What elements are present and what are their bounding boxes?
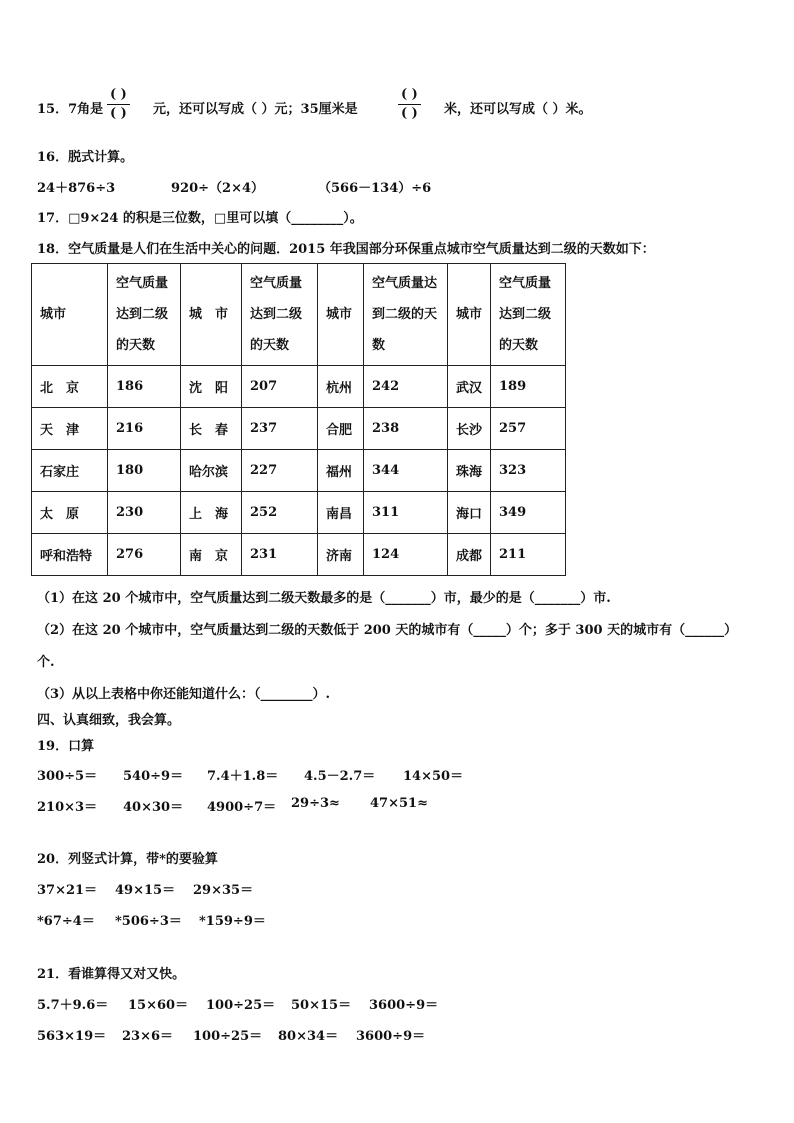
q20-problem: *67÷4＝ xyxy=(37,914,95,929)
table-cell: 武汉 xyxy=(448,366,491,408)
q18-title: 18．空气质量是人们在生活中关心的问题．2015 年我国部分环保重点城市空气质量达到二级的天数如下： xyxy=(37,242,655,257)
header-days-2: 空气质量 达到二级 的天数 xyxy=(242,264,318,366)
q21-problem: 100÷25＝ xyxy=(193,1029,263,1044)
table-cell: 180 xyxy=(108,450,181,492)
q15-fraction-1 xyxy=(107,86,130,123)
q21-problem: 15×60＝ xyxy=(128,998,189,1013)
q21-title: 21．看谁算得又对又快。 xyxy=(37,967,186,982)
air-quality-table xyxy=(31,263,566,576)
table-cell: 长 春 xyxy=(181,408,242,450)
table-cell: 216 xyxy=(108,408,181,450)
table-header-row xyxy=(32,264,566,366)
q15-fraction-2-denominator: ( ) xyxy=(401,106,418,121)
table-cell: 哈尔滨 xyxy=(181,450,242,492)
table-cell: 杭州 xyxy=(318,366,364,408)
table-cell: 349 xyxy=(491,492,566,534)
table-cell: 189 xyxy=(491,366,566,408)
q21-problem: 563×19＝ xyxy=(37,1029,107,1044)
table-row xyxy=(32,450,566,492)
q19-problem: 7.4＋1.8＝ xyxy=(207,769,279,784)
table-cell: 323 xyxy=(491,450,566,492)
q18-subquestion-3: （3）从以上表格中你还能知道什么：（________）. xyxy=(37,687,331,702)
table-cell: 太 原 xyxy=(32,492,108,534)
q19-problem: 14×50＝ xyxy=(403,769,464,784)
header-days-3: 空气质量达 到二级的天 数 xyxy=(364,264,448,366)
table-cell: 合肥 xyxy=(318,408,364,450)
table-cell: 124 xyxy=(364,534,448,576)
table-cell: 珠海 xyxy=(448,450,491,492)
q21-problem: 23×6＝ xyxy=(122,1029,174,1044)
q19-problem: 40×30＝ xyxy=(123,800,184,815)
table-cell: 311 xyxy=(364,492,448,534)
q16-expression-3: （566－134）÷6 xyxy=(318,181,432,196)
q19-problem: 4.5－2.7＝ xyxy=(304,769,376,784)
table-cell: 344 xyxy=(364,450,448,492)
table-cell: 257 xyxy=(491,408,566,450)
q15-fraction-1-denominator: ( ) xyxy=(110,106,127,121)
table-cell: 252 xyxy=(242,492,318,534)
header-city-4: 城市 xyxy=(448,264,491,366)
q21-problem: 80×34＝ xyxy=(278,1029,339,1044)
header-city-1: 城市 xyxy=(32,264,108,366)
q16-expression-2: 920÷（2×4） xyxy=(171,181,265,196)
table-cell: 227 xyxy=(242,450,318,492)
table-cell: 186 xyxy=(108,366,181,408)
q20-problem: 37×21＝ xyxy=(37,883,98,898)
table-cell: 238 xyxy=(364,408,448,450)
table-cell: 上 海 xyxy=(181,492,242,534)
table-cell: 207 xyxy=(242,366,318,408)
q20-title: 20．列竖式计算，带*的要验算 xyxy=(37,852,218,867)
q16-title: 16．脱式计算。 xyxy=(37,150,134,165)
q19-title: 19．口算 xyxy=(37,739,95,754)
q19-problem: 300÷5＝ xyxy=(37,769,98,784)
q20-problem: *159÷9＝ xyxy=(199,914,266,929)
table-cell: 沈 阳 xyxy=(181,366,242,408)
q18-subquestion-2-continued: 个. xyxy=(37,655,55,670)
table-cell: 276 xyxy=(108,534,181,576)
table-row xyxy=(32,492,566,534)
table-cell: 南昌 xyxy=(318,492,364,534)
q21-problem: 5.7＋9.6＝ xyxy=(37,998,109,1013)
table-cell: 天 津 xyxy=(32,408,108,450)
q19-problem: 540÷9＝ xyxy=(123,769,184,784)
header-days-1: 空气质量 达到二级 的天数 xyxy=(108,264,181,366)
table-cell: 242 xyxy=(364,366,448,408)
section-heading: 四、认真细致，我会算。 xyxy=(37,713,181,728)
header-city-2: 城 市 xyxy=(181,264,242,366)
table-cell: 福州 xyxy=(318,450,364,492)
q18-subquestion-1: （1）在这 20 个城市中，空气质量达到二级天数最多的是（_______）市，最少的是（_______）市. xyxy=(37,591,611,606)
table-row xyxy=(32,366,566,408)
q21-problem: 3600÷9＝ xyxy=(356,1029,426,1044)
table-row xyxy=(32,408,566,450)
table-cell: 230 xyxy=(108,492,181,534)
q20-problem: 49×15＝ xyxy=(115,883,176,898)
q15-fraction-1-numerator: ( ) xyxy=(107,86,130,105)
q19-problem: 47×51≈ xyxy=(370,796,428,811)
header-city-3: 城市 xyxy=(318,264,364,366)
q16-expression-1: 24＋876÷3 xyxy=(37,181,116,196)
table-cell: 长沙 xyxy=(448,408,491,450)
table-cell: 231 xyxy=(242,534,318,576)
table-cell: 海口 xyxy=(448,492,491,534)
table-cell: 济南 xyxy=(318,534,364,576)
table-row xyxy=(32,534,566,576)
q19-problem: 210×3＝ xyxy=(37,800,98,815)
header-days-4: 空气质量 达到二级 的天数 xyxy=(491,264,566,366)
q21-problem: 3600÷9＝ xyxy=(369,998,439,1013)
q20-problem: 29×35＝ xyxy=(193,883,254,898)
q15-suffix-text: 米，还可以写成（ ）米。 xyxy=(444,102,592,117)
q19-problem: 4900÷7＝ xyxy=(207,800,277,815)
table-cell: 211 xyxy=(491,534,566,576)
q15-fraction-2 xyxy=(398,86,421,123)
q21-problem: 100÷25＝ xyxy=(206,998,276,1013)
q15-prefix: 15．7角是 xyxy=(37,102,104,117)
table-cell: 呼和浩特 xyxy=(32,534,108,576)
table-cell: 石家庄 xyxy=(32,450,108,492)
q15-middle-text: 元，还可以写成（ ）元；35厘米是 xyxy=(153,102,358,117)
q15-fraction-2-numerator: ( ) xyxy=(398,86,421,105)
q21-problem: 50×15＝ xyxy=(291,998,352,1013)
q19-problem: 29÷3≈ xyxy=(291,796,340,811)
table-cell: 北 京 xyxy=(32,366,108,408)
table-cell: 237 xyxy=(242,408,318,450)
q18-subquestion-2: （2）在这 20 个城市中，空气质量达到二级的天数低于 200 天的城市有（_____）个；多于 300 天的城市有（______） xyxy=(37,623,738,638)
table-cell: 成都 xyxy=(448,534,491,576)
table-cell: 南 京 xyxy=(181,534,242,576)
q17-text: 17．□9×24 的积是三位数，□里可以填（________）。 xyxy=(37,211,363,226)
q20-problem: *506÷3＝ xyxy=(115,914,182,929)
